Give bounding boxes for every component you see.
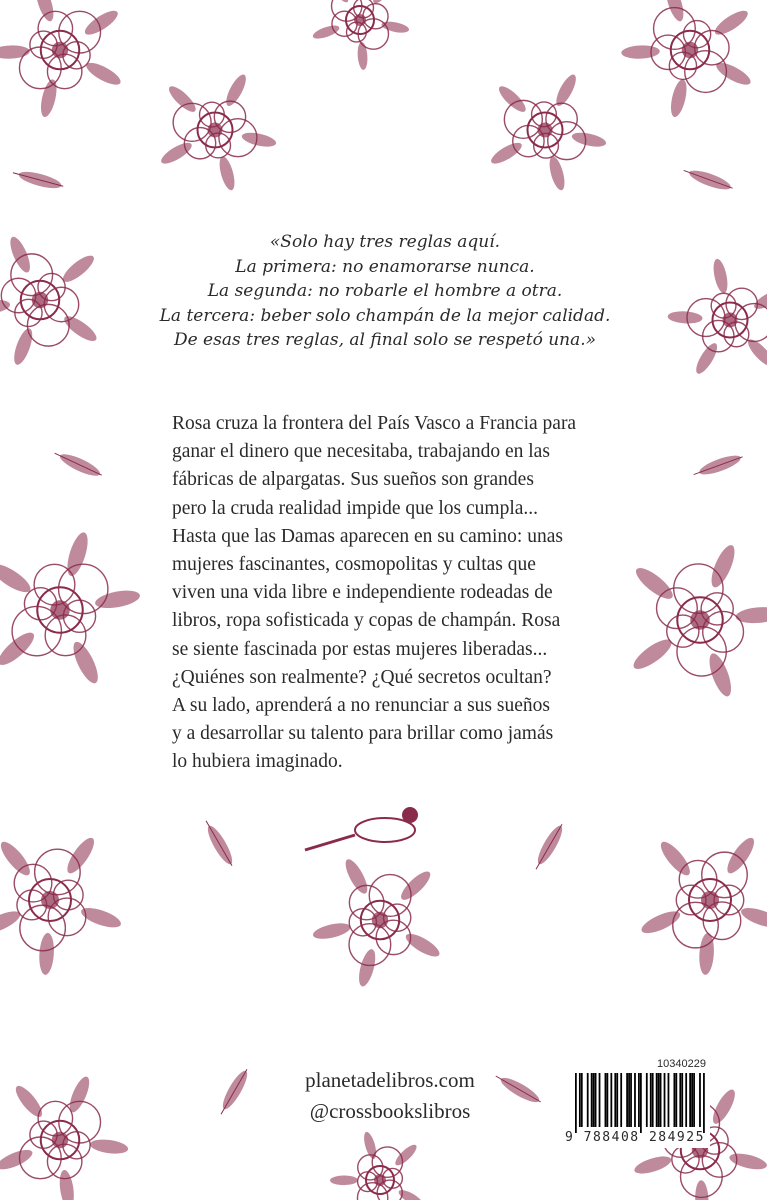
barcode-bar	[703, 1073, 705, 1133]
barcode-bar	[620, 1073, 622, 1127]
barcode-bar	[638, 1073, 640, 1127]
barcode-bar	[607, 1073, 609, 1127]
barcode-bar	[628, 1073, 630, 1127]
barcode-bars	[575, 1073, 705, 1133]
barcode-bar	[699, 1073, 701, 1127]
quote-line: La segunda: no robarle el hombre a otra.	[207, 281, 563, 301]
barcode-bar	[689, 1073, 691, 1127]
flower-cluster	[667, 258, 767, 377]
synopsis-line: Hasta que las Damas aparecen en su camino: unas	[172, 525, 563, 547]
barcode-bar	[650, 1073, 652, 1127]
synopsis-line: fábricas de alpargatas. Sus sueños son grandes	[172, 469, 534, 491]
flower-cluster	[621, 0, 753, 118]
barcode-bar	[693, 1073, 695, 1127]
barcode-bar	[656, 1073, 658, 1127]
synopsis-line: A su lado, aprenderá a no renunciar a sus sueños	[172, 695, 550, 717]
barcode-bar	[587, 1073, 589, 1127]
barcode-bar	[664, 1073, 666, 1127]
quote-line: La primera: no enamorarse nunca.	[235, 256, 535, 277]
feather-icon	[52, 448, 104, 481]
barcode-bar	[599, 1073, 601, 1127]
feather-icon	[682, 165, 735, 194]
synopsis-line: ¿Quiénes son realmente? ¿Qué secretos ocultan?	[172, 666, 552, 688]
publisher-links	[290, 1065, 490, 1127]
barcode-bar	[610, 1073, 612, 1127]
barcode-bar	[675, 1073, 677, 1127]
social-handle[interactable]: @crossbookslibros	[309, 1099, 471, 1123]
feather-icon	[692, 451, 745, 480]
flower-cluster	[330, 1131, 426, 1200]
barcode-bar	[685, 1073, 687, 1127]
synopsis-line: ganar el dinero que necesitaba, trabajando en las	[172, 441, 550, 463]
flower-cluster	[158, 72, 277, 192]
barcode-bar	[575, 1073, 577, 1133]
flower-cluster	[630, 542, 767, 699]
synopsis-line: viven una vida libre e independiente rodeadas de	[172, 582, 553, 604]
feather-icon	[493, 1071, 544, 1107]
flower-cluster	[0, 834, 123, 975]
barcode	[565, 1058, 710, 1148]
synopsis-line: mujeres fascinantes, cosmopolitas y cultas que	[172, 554, 536, 576]
barcode-bar	[668, 1073, 670, 1127]
barcode-bar	[616, 1073, 618, 1127]
barcode-bar	[652, 1073, 654, 1127]
barcode-reference: 10340229	[657, 1058, 706, 1070]
barcode-bar	[640, 1073, 642, 1133]
barcode-bar	[691, 1073, 693, 1127]
synopsis-line: lo hubiera imaginado.	[172, 751, 343, 773]
barcode-bar	[581, 1073, 583, 1127]
bird-illustration	[305, 807, 418, 850]
synopsis-line: Rosa cruza la frontera del País Vasco a Francia para	[172, 413, 577, 434]
synopsis-line: pero la cruda realidad impide que los cumpla...	[172, 497, 539, 519]
barcode-bar	[630, 1073, 632, 1127]
barcode-bar	[634, 1073, 636, 1127]
barcode-bar	[605, 1073, 607, 1127]
feather-icon	[201, 818, 237, 869]
quote-line: «Solo hay tres reglas aquí.	[269, 232, 501, 252]
flower-cluster	[0, 530, 141, 686]
barcode-bar	[591, 1073, 593, 1127]
flower-cluster	[0, 0, 123, 118]
quote-line: La tercera: beber solo champán de la mejor calidad.	[159, 305, 611, 326]
barcode-bar	[646, 1073, 648, 1127]
barcode-bar	[660, 1073, 662, 1127]
synopsis-line: libros, ropa sofisticada y copas de champán. Rosa	[172, 610, 561, 632]
barcode-bar	[595, 1073, 597, 1127]
barcode-bar	[673, 1073, 675, 1127]
feather-icon	[216, 1066, 252, 1117]
synopsis-line: y a desarrollar su talento para brillar como jamás	[172, 723, 554, 745]
barcode-bar	[593, 1073, 595, 1127]
barcode-bar	[626, 1073, 628, 1127]
barcode-bar	[679, 1073, 681, 1127]
synopsis-line: se siente fascinada por estas mujeres liberadas...	[172, 638, 548, 660]
flower-cluster	[0, 234, 100, 367]
quote-line: De esas tres reglas, al final solo se respetó una.»	[173, 330, 597, 350]
synopsis	[172, 410, 612, 777]
flower-cluster	[0, 1074, 129, 1200]
flower-cluster	[488, 72, 607, 192]
flower-cluster	[311, 0, 410, 70]
flower-cluster	[312, 856, 443, 988]
feather-icon	[11, 167, 64, 192]
barcode-bar	[579, 1073, 581, 1127]
isbn-number: 9 788408 284925	[565, 1130, 705, 1145]
flower-cluster	[639, 834, 767, 975]
barcode-bar	[681, 1073, 683, 1127]
website-link[interactable]: planetadelibros.com	[305, 1068, 475, 1092]
barcode-bar	[614, 1073, 616, 1127]
epigraph-quote	[150, 230, 620, 353]
barcode-bar	[658, 1073, 660, 1127]
feather-icon	[531, 821, 567, 872]
